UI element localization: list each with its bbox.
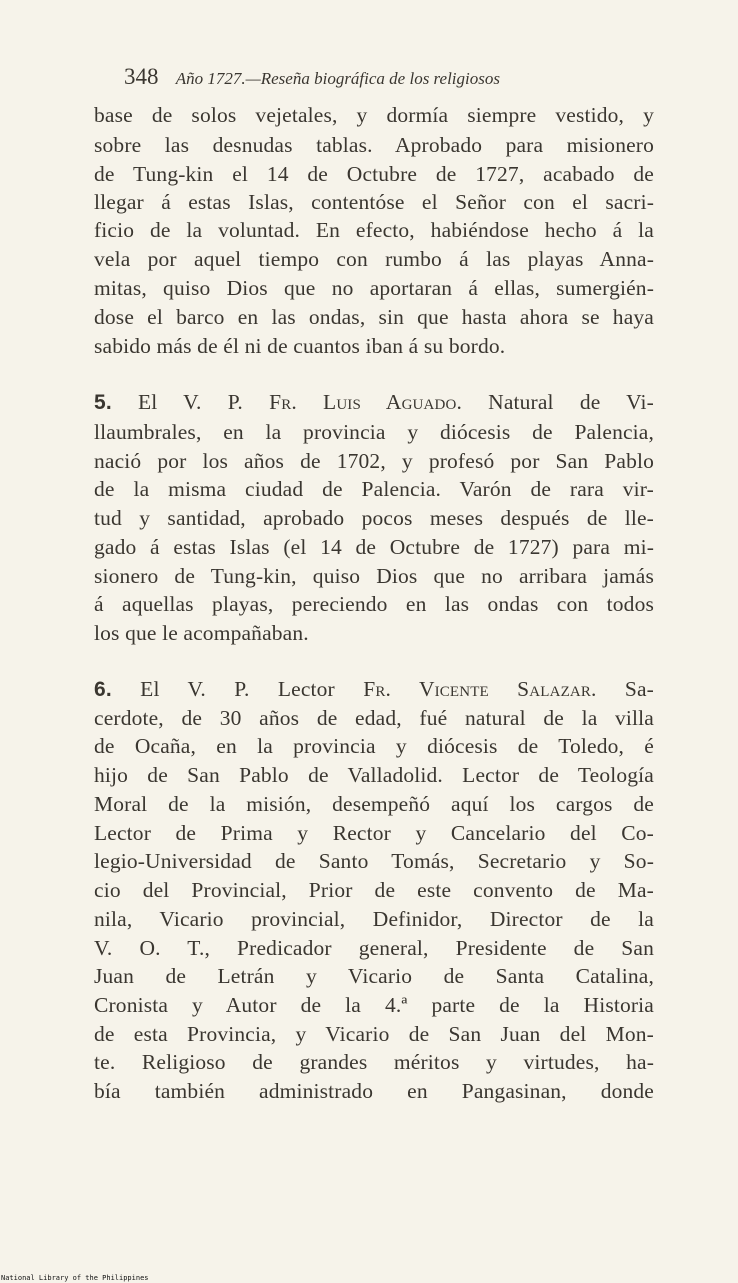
text-line: ficio de la voluntad. En efecto, habiéndose hecho á la <box>94 218 654 242</box>
text-line: dose el barco en las ondas, sin que hasta ahora se haya <box>94 305 654 329</box>
running-title: Año 1727.—Reseña biográfica de los religiosos <box>175 69 500 88</box>
text-line: sabido más de él ni de cuantos iban á su bordo. <box>94 334 506 358</box>
text-line: V. O. T., Predicador general, Presidente de San <box>94 936 654 960</box>
text-line: tud y santidad, aprobado pocos meses después de lle- <box>94 506 654 530</box>
text-line: de Tung-kin el 14 de Octubre de 1727, acabado de <box>94 162 654 186</box>
entry-title-prefix: El V. P. <box>111 390 270 414</box>
text-line: bía también administrado en Pangasinan, donde <box>94 1079 654 1103</box>
text-line: base de solos vejetales, y dormía siempre vestido, y <box>94 103 654 127</box>
page-number: 348 <box>124 64 159 89</box>
text-line: vela por aquel tiempo con rumbo á las playas Anna- <box>94 247 654 271</box>
text-line: llaumbrales, en la provincia y diócesis de Palencia, <box>94 420 654 444</box>
text-line: de Ocaña, en la provincia y diócesis de Toledo, é <box>94 734 654 758</box>
library-credit: National Library of the Philippines <box>1 1274 149 1282</box>
text-line: cerdote, de 30 años de edad, fué natural de la villa <box>94 706 654 730</box>
running-header <box>124 64 500 90</box>
text-line: llegar á estas Islas, contentóse el Señor con el sacri- <box>94 190 654 214</box>
text-line: sionero de Tung-kin, quiso Dios que no arribara jamás <box>94 564 654 588</box>
entry-first-line <box>94 674 654 705</box>
text-line: nació por los años de 1702, y profesó por San Pablo <box>94 449 654 473</box>
text-line: nila, Vicario provincial, Definidor, Director de la <box>94 907 654 931</box>
entry-name: Fr. Luis Aguado. <box>269 390 463 414</box>
text-line: cio del Provincial, Prior de este convento de Ma- <box>94 878 654 902</box>
text-line: mitas, quiso Dios que no aportaran á ellas, sumergién- <box>94 276 654 300</box>
entry-number: 5. <box>94 391 112 414</box>
text-line: Cronista y Autor de la 4.ª parte de la Historia <box>94 993 654 1017</box>
text-line: á aquellas playas, pereciendo en las ondas con todos <box>94 592 654 616</box>
entry-title-prefix: El V. P. Lector <box>111 677 364 701</box>
text-line: sobre las desnudas tablas. Aprobado para misionero <box>94 133 654 157</box>
text-line: los que le acompañaban. <box>94 621 309 645</box>
entry-first-line-rest: Sa- <box>596 677 654 701</box>
entry-name: Fr. Vicente Salazar. <box>363 677 597 701</box>
text-line: te. Religioso de grandes méritos y virtudes, ha- <box>94 1050 654 1074</box>
text-line: legio-Universidad de Santo Tomás, Secretario y So- <box>94 849 654 873</box>
text-line: Moral de la misión, desempeñó aquí los cargos de <box>94 792 654 816</box>
entry-first-line-rest: Natural de Vi- <box>462 390 654 414</box>
text-line: Lector de Prima y Rector y Cancelario del Co- <box>94 821 654 845</box>
text-line: de la misma ciudad de Palencia. Varón de rara vir- <box>94 477 654 501</box>
text-line: gado á estas Islas (el 14 de Octubre de 1727) para mi- <box>94 535 654 559</box>
entry-number: 6. <box>94 678 112 701</box>
text-line: Juan de Letrán y Vicario de Santa Catalina, <box>94 964 654 988</box>
text-line: hijo de San Pablo de Valladolid. Lector de Teología <box>94 763 654 787</box>
text-line: de esta Provincia, y Vicario de San Juan del Mon- <box>94 1022 654 1046</box>
entry-first-line <box>94 387 654 418</box>
